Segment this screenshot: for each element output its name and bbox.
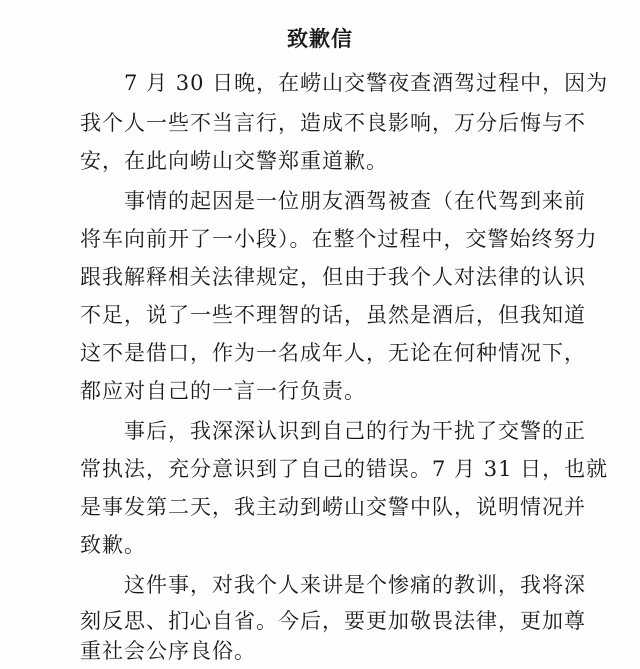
paragraph-line: 重社会公序良俗。 (80, 639, 256, 663)
paragraph-line: 7 月 30 日晚，在崂山交警夜查酒驾过程中，因为 (124, 71, 609, 95)
paragraph-line: 事情的起因是一位朋友酒驾被查（在代驾到来前 (124, 189, 586, 213)
paragraph-line: 将车向前开了一小段）。在整个过程中，交警始终努力 (80, 227, 598, 251)
paragraph-line: 这件事，对我个人来讲是个惨痛的教训，我将深 (124, 573, 586, 597)
paragraph-line: 刻反思、扪心自省。今后，要更加敬畏法律，更加尊 (80, 609, 586, 633)
document-title: 致歉信 (287, 26, 353, 51)
paragraph-line: 安，在此向崂山交警郑重道歉。 (80, 149, 388, 173)
paragraph-line: 都应对自己的一言一行负责。 (80, 379, 366, 403)
paragraph-line: 我个人一些不当言行，造成不良影响，万分后悔与不 (80, 111, 586, 135)
paragraph-line: 不足，说了一些不理智的话，虽然是酒后，但我知道 (80, 303, 586, 327)
paragraph-line: 这不是借口，作为一名成年人，无论在何种情况下， (80, 341, 586, 365)
paragraph-line: 致歉。 (80, 533, 146, 557)
paragraph-line: 是事发第二天，我主动到崂山交警中队，说明情况并 (80, 495, 586, 519)
paragraph-line: 跟我解释相关法律规定，但由于我个人对法律的认识 (80, 265, 586, 289)
paragraph-line: 常执法，充分意识到了自己的错误。7 月 31 日，也就 (80, 457, 609, 481)
paragraph-line: 事后，我深深认识到自己的行为干扰了交警的正 (124, 419, 586, 443)
